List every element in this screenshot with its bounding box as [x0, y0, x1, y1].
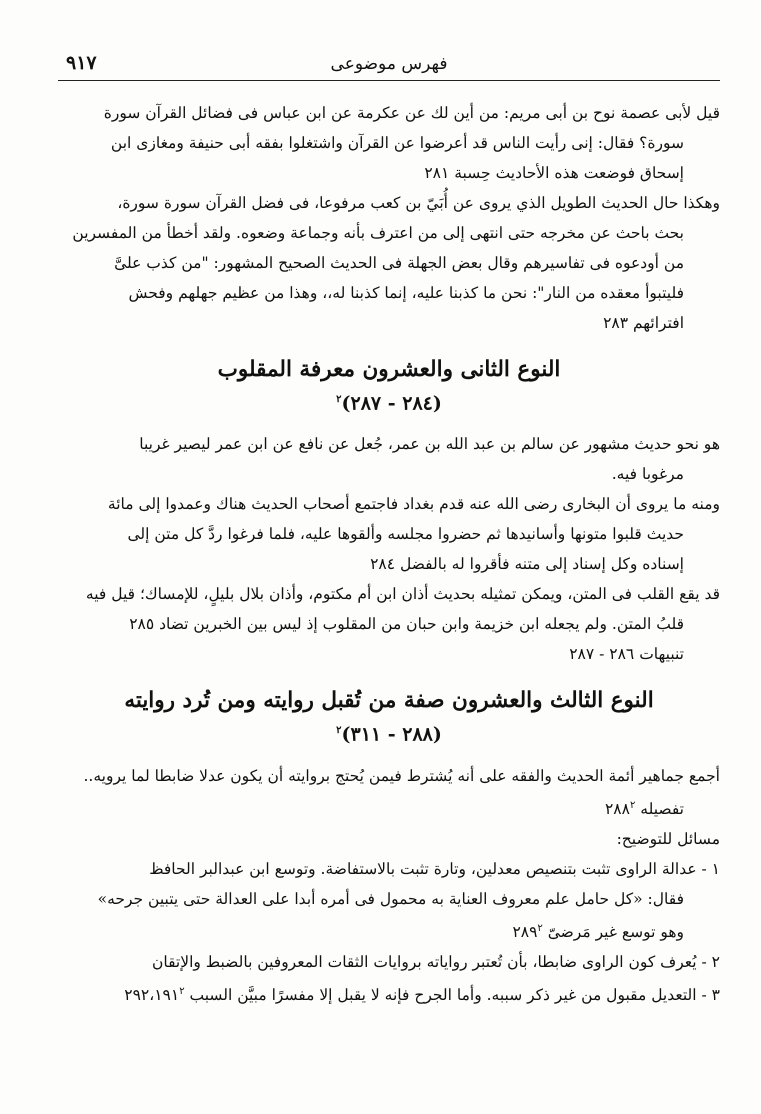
- footnote-mark: ٢: [336, 394, 342, 405]
- paragraph: [58, 489, 720, 579]
- text-line-text: تفصيله ٢٨٨: [604, 799, 684, 818]
- text-line: إسناده وكل إسناد إلى متنه فأقروا له بالفضل ٢٨٤: [370, 555, 684, 574]
- section-heading: [58, 685, 720, 748]
- text-line: سورة؟ فقال: إنى رأيت الناس قد أعرضوا عن القرآن واشتغلوا بفقه أبى حنيفة ومغازى ابن: [110, 134, 684, 152]
- numbered-item: [58, 947, 720, 977]
- section-range-text: (٢٨٤ - ٢٨٧): [341, 392, 442, 415]
- page-body: [58, 98, 720, 1010]
- text-line: قد يقع القلب فى المتن، ويمكن تمثيله بحديث أذان ابن أم مكتوم، وأذان بلال بليلٍ، للإمساك؛ قيل فيه: [85, 585, 720, 604]
- section-range: [58, 717, 720, 748]
- text-line-text: ٣ - التعديل مقبول من غير ذكر سببه. وأما الجرح فإنه لا يقبل إلا مفسرًا مبيَّن السبب ٢٩٢،١٩١: [124, 986, 720, 1005]
- text-line: وهكذا حال الحديث الطويل الذي يروى عن أُبَيّ بن كعب مرفوعا، فى فضل القرآن سورة سورة،: [117, 194, 720, 212]
- page-header: [58, 42, 720, 81]
- text-line: مسائل للتوضيح:: [616, 829, 720, 848]
- text-line: من أودعوه فى تفاسيرهم وقال بعض الجهلة فى الحديث الصحيح المشهور: "من كذب علىَّ: [114, 254, 684, 272]
- footnote-mark: ٢: [629, 799, 636, 811]
- text-line-text: وهو توسع غير مَرضىّ ٢٨٩: [512, 922, 684, 941]
- text-line: [58, 791, 720, 824]
- paragraph: [58, 429, 720, 489]
- text-line: فليتبوأ معقده من النار": نحن ما كذبنا عليه، إنما كذبنا له،، وهذا من عظيم جهلهم وفحش: [128, 284, 684, 302]
- footnote-mark: ٢: [179, 985, 185, 997]
- section-range: [58, 386, 720, 417]
- text-line: حديث قلبوا متونها وأسانيدها ثم حضروا مجلسه وألقوها عليه، فلما فرغوا ردَّ كل متن إلى: [127, 525, 684, 544]
- section-title: النوع الثالث والعشرون صفة من تُقبل روايته ومن تُرد روايته: [124, 688, 654, 714]
- footnote-mark: ٢: [537, 922, 543, 934]
- text-line: فقال: «كل حامل علم معروف العناية به محمول فى أمره أبدا على العدالة حتى يتبين جرحه»: [97, 889, 684, 908]
- numbered-item: [58, 854, 720, 947]
- text-line: مرغوبا فيه.: [611, 465, 684, 484]
- paragraph: [58, 824, 720, 854]
- section-heading: [58, 354, 720, 417]
- text-line: افترائهم ٢٨٣: [603, 314, 684, 332]
- text-line: قلبُ المتن. ولم يجعله ابن خزيمة وابن حبان من المقلوب إذ ليس بين الخبرين تضاد ٢٨٥: [129, 615, 684, 634]
- text-line: أجمع جماهير أئمة الحديث والفقه على أنه يُشترط فيمن يُحتج بروايته أن يكون عدلا ضابطا لما يرويه..: [83, 766, 720, 785]
- text-line: إسحاق فوضعت هذه الأحاديث حِسبة ٢٨١: [424, 164, 684, 182]
- paragraph: [58, 98, 720, 188]
- paragraph: [58, 579, 720, 669]
- section-title: النوع الثانى والعشرون معرفة المقلوب: [217, 357, 561, 382]
- text-line: بحث باحث عن مخرجه حتى انتهى إلى من اعترف بأنه وجماعة وضعوه. ولقد أخطأ من المفسرين: [72, 224, 684, 242]
- page-number: ٩١٧: [66, 52, 97, 74]
- footnote-mark: ٢: [336, 725, 342, 737]
- text-line: هو نحو حديث مشهور عن سالم بن عبد الله بن عمر، جُعل عن نافع عن ابن عمر ليصير غريبا: [139, 435, 720, 454]
- text-line: تنبيهات ٢٨٦ - ٢٨٧: [569, 645, 684, 664]
- running-title: فهرس موضوعى: [330, 54, 448, 74]
- text-line: قيل لأبى عصمة نوح بن أبى مريم: من أين لك عن عكرمة عن ابن عباس فى فضائل القرآن سورة: [103, 104, 720, 122]
- text-line: [58, 977, 720, 1010]
- text-line: ومنه ما يروى أن البخارى رضى الله عنه قدم بغداد فاجتمع أصحاب الحديث هناك وعمدوا إلى مائة: [107, 495, 720, 514]
- paragraph: [58, 188, 720, 338]
- text-line: [58, 914, 720, 947]
- section-range-text: (٢٨٨ - ٣١١): [341, 723, 442, 746]
- text-line: ٢ - يُعرف كون الراوى ضابطا، بأن تُعتبر رواياته بروايات الثقات المعروفين بالضبط والإتقان: [151, 952, 720, 971]
- paragraph: [58, 761, 720, 824]
- numbered-item: [58, 977, 720, 1010]
- text-line: ١ - عدالة الراوى تثبت بتنصيص معدلين، وتارة تثبت بالاستفاضة. وتوسع ابن عبدالبر الحافظ: [149, 859, 720, 878]
